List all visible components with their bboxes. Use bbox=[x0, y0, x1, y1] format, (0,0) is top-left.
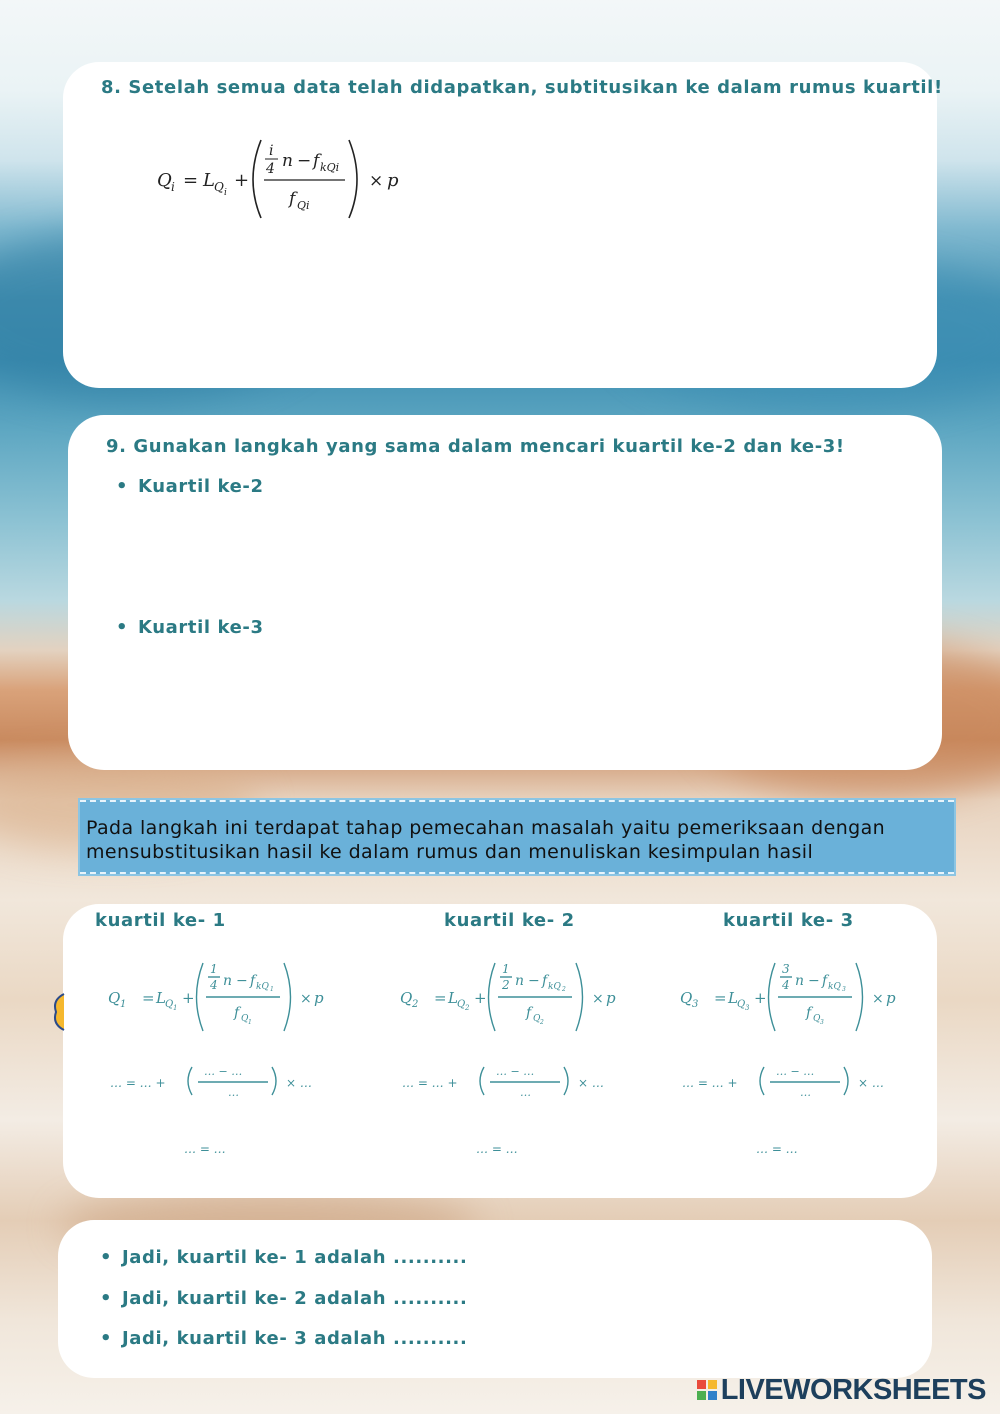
svg-text:Qi: Qi bbox=[297, 199, 310, 212]
times-sign: × bbox=[300, 991, 312, 1007]
list-item-label: Kuartil ke-2 bbox=[138, 476, 264, 497]
f-subscript: Q bbox=[241, 1014, 249, 1024]
bullet-icon: • bbox=[100, 1247, 113, 1268]
blank-times: × … bbox=[858, 1076, 884, 1090]
f-subscript: kQ bbox=[256, 982, 269, 992]
fish-icon bbox=[50, 992, 68, 1032]
conclusion-card bbox=[58, 1220, 932, 1378]
svg-text:−: − bbox=[297, 151, 312, 171]
bullet-icon: • bbox=[100, 1328, 113, 1349]
l-subscript-index: 3 bbox=[745, 1004, 750, 1012]
svg-text:p: p bbox=[387, 170, 399, 191]
logo-square bbox=[697, 1391, 706, 1400]
banner-line-1: Pada langkah ini terdapat tahap pemecahan masalah yaitu pemeriksaan dengan bbox=[86, 817, 886, 839]
left-paren bbox=[489, 963, 496, 1031]
f-subscript: kQ bbox=[828, 982, 841, 992]
logo-square bbox=[697, 1380, 706, 1389]
f-symbol: f bbox=[822, 973, 828, 989]
f-subscript-index: 2 bbox=[540, 1019, 544, 1026]
instruction-banner bbox=[80, 800, 954, 874]
logo-square bbox=[708, 1380, 717, 1389]
plus-sign: + bbox=[754, 989, 767, 1007]
svg-text:f: f bbox=[289, 189, 296, 209]
l-subscript-index: 2 bbox=[465, 1004, 470, 1012]
conclusion-item-1 bbox=[100, 1247, 467, 1268]
equals-sign: = bbox=[142, 989, 155, 1007]
blank-times: × … bbox=[578, 1076, 604, 1090]
f-subscript-index: 2 bbox=[562, 986, 566, 993]
l-symbol: L bbox=[448, 989, 458, 1007]
p-symbol: p bbox=[606, 989, 616, 1007]
left-paren bbox=[480, 1067, 484, 1095]
conclusion-text: Jadi, kuartil ke- 2 adalah .......... bbox=[122, 1288, 468, 1309]
minus-sign: − bbox=[808, 973, 820, 989]
svg-text:Q: Q bbox=[157, 170, 172, 191]
f-symbol: f bbox=[542, 973, 548, 989]
svg-text:n: n bbox=[282, 151, 293, 171]
minus-sign: − bbox=[528, 973, 540, 989]
brand-name: LIVEWORKSHEETS bbox=[720, 1373, 986, 1406]
header-kuartil-1: kuartil ke- 1 bbox=[95, 910, 226, 931]
blank-denominator: … bbox=[800, 1086, 811, 1099]
f-subscript: Q bbox=[813, 1014, 821, 1024]
l-subscript: Q bbox=[165, 999, 174, 1010]
conclusion-text: Jadi, kuartil ke- 3 adalah .......... bbox=[122, 1328, 468, 1349]
blank-equation: … = … + bbox=[110, 1076, 166, 1090]
conclusion-text: Jadi, kuartil ke- 1 adalah .......... bbox=[122, 1247, 468, 1268]
svg-text:i: i bbox=[269, 143, 274, 159]
blank-result: … = … bbox=[184, 1142, 226, 1156]
blank-numerator: … − … bbox=[496, 1065, 535, 1078]
q-symbol: Q bbox=[108, 989, 121, 1007]
header-kuartil-3: kuartil ke- 3 bbox=[723, 910, 854, 931]
list-item-label: Kuartil ke-3 bbox=[138, 617, 264, 638]
quartile-formula bbox=[151, 130, 451, 240]
fraction-denominator: 2 bbox=[502, 978, 510, 992]
right-paren bbox=[564, 1067, 568, 1095]
right-paren bbox=[844, 1067, 848, 1095]
equals-sign: = bbox=[714, 989, 727, 1007]
bullet-icon: • bbox=[116, 617, 129, 638]
q-index: 3 bbox=[692, 999, 699, 1010]
p-symbol: p bbox=[886, 989, 896, 1007]
blank-result: … = … bbox=[756, 1142, 798, 1156]
q-index: 2 bbox=[412, 999, 419, 1010]
blank-equation: … = … + bbox=[682, 1076, 738, 1090]
f-subscript: Q bbox=[533, 1014, 541, 1024]
f-subscript-index: 3 bbox=[820, 1019, 824, 1026]
conclusion-item-2 bbox=[100, 1288, 467, 1309]
n-symbol: n bbox=[795, 973, 805, 989]
times-sign: × bbox=[592, 991, 604, 1007]
formula-q3 bbox=[672, 955, 922, 1175]
svg-text:kQi: kQi bbox=[320, 161, 340, 174]
l-subscript: Q bbox=[457, 999, 466, 1010]
f-symbol: f bbox=[234, 1005, 240, 1021]
left-paren bbox=[769, 963, 776, 1031]
liveworksheets-logo bbox=[697, 1374, 986, 1406]
times-sign: × bbox=[872, 991, 884, 1007]
banner-line-2: mensubstitusikan hasil ke dalam rumus dan menuliskan kesimpulan hasil bbox=[86, 841, 814, 863]
fraction-numerator: 1 bbox=[210, 962, 218, 976]
fraction-numerator: 3 bbox=[782, 962, 790, 976]
svg-text:i: i bbox=[171, 180, 175, 194]
blank-denominator: … bbox=[228, 1086, 239, 1099]
right-paren bbox=[284, 963, 291, 1031]
svg-text:×: × bbox=[369, 171, 384, 191]
left-paren bbox=[760, 1067, 764, 1095]
l-symbol: L bbox=[728, 989, 738, 1007]
fraction-denominator: 4 bbox=[782, 978, 790, 992]
step9-title: 9. Gunakan langkah yang sama dalam mencari kuartil ke-2 dan ke-3! bbox=[106, 436, 845, 457]
svg-text:+: + bbox=[234, 170, 250, 191]
list-item-kuartil-2 bbox=[116, 476, 264, 497]
p-symbol: p bbox=[314, 989, 324, 1007]
svg-text:Q: Q bbox=[214, 180, 224, 194]
f-symbol: f bbox=[526, 1005, 532, 1021]
blank-numerator: … − … bbox=[776, 1065, 815, 1078]
right-paren bbox=[576, 963, 583, 1031]
f-subscript-index: 1 bbox=[248, 1019, 252, 1026]
q-symbol: Q bbox=[400, 989, 413, 1007]
minus-sign: − bbox=[236, 973, 248, 989]
f-subscript-index: 1 bbox=[270, 986, 274, 993]
list-item-kuartil-3 bbox=[116, 617, 264, 638]
logo-mark-icon bbox=[697, 1380, 717, 1400]
plus-sign: + bbox=[182, 989, 195, 1007]
n-symbol: n bbox=[223, 973, 233, 989]
step8-card bbox=[63, 62, 943, 388]
logo-square bbox=[708, 1391, 717, 1400]
step8-title: 8. Setelah semua data telah didapatkan, subtitusikan ke dalam rumus kuartil! bbox=[101, 77, 943, 98]
right-paren bbox=[856, 963, 863, 1031]
equals-sign: = bbox=[434, 989, 447, 1007]
f-subscript-index: 3 bbox=[842, 986, 846, 993]
l-subscript: Q bbox=[737, 999, 746, 1010]
f-subscript: kQ bbox=[548, 982, 561, 992]
blank-result: … = … bbox=[476, 1142, 518, 1156]
formula-q1 bbox=[100, 955, 350, 1175]
f-symbol: f bbox=[806, 1005, 812, 1021]
conclusion-item-3 bbox=[100, 1328, 467, 1349]
blank-numerator: … − … bbox=[204, 1065, 243, 1078]
plus-sign: + bbox=[474, 989, 487, 1007]
fraction-numerator: 1 bbox=[502, 962, 510, 976]
bullet-icon: • bbox=[100, 1288, 113, 1309]
blank-equation: … = … + bbox=[402, 1076, 458, 1090]
left-paren bbox=[188, 1067, 192, 1095]
blank-times: × … bbox=[286, 1076, 312, 1090]
l-symbol: L bbox=[156, 989, 166, 1007]
step9-card bbox=[68, 415, 942, 770]
svg-text:L: L bbox=[203, 170, 215, 191]
bullet-icon: • bbox=[116, 476, 129, 497]
fraction-denominator: 4 bbox=[210, 978, 218, 992]
f-symbol: f bbox=[250, 973, 256, 989]
left-paren bbox=[197, 963, 204, 1031]
n-symbol: n bbox=[515, 973, 525, 989]
right-paren bbox=[272, 1067, 276, 1095]
svg-text:=: = bbox=[183, 170, 199, 191]
blank-denominator: … bbox=[520, 1086, 531, 1099]
q-symbol: Q bbox=[680, 989, 693, 1007]
header-kuartil-2: kuartil ke- 2 bbox=[444, 910, 575, 931]
formula-q2 bbox=[392, 955, 642, 1175]
svg-text:i: i bbox=[224, 188, 227, 198]
svg-text:f: f bbox=[313, 151, 320, 171]
l-subscript-index: 1 bbox=[173, 1004, 178, 1012]
svg-text:4: 4 bbox=[266, 161, 275, 177]
q-index: 1 bbox=[120, 999, 127, 1010]
